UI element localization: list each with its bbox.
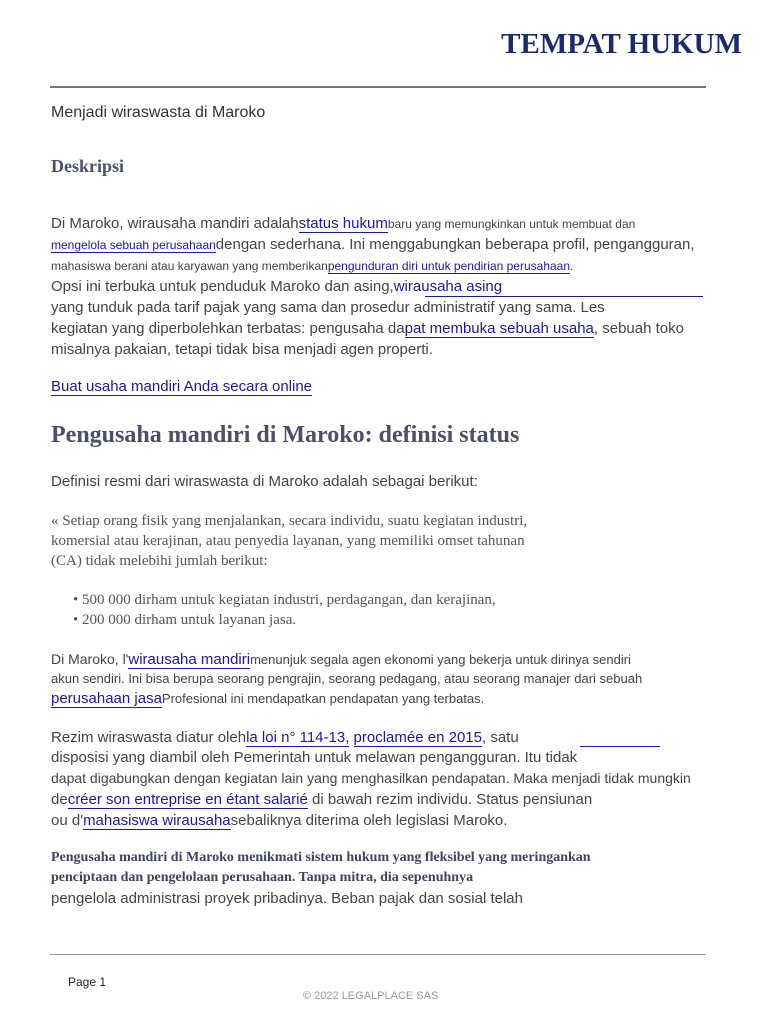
text: , sebuah toko xyxy=(593,320,684,337)
link-underline xyxy=(580,746,660,747)
quote-line3: (CA) tidak melebihi jumlah berikut: xyxy=(51,553,268,569)
link-la-loi[interactable]: la loi n° 114-13, xyxy=(246,729,350,746)
copyright: © 2022 LEGALPLACE SAS xyxy=(303,990,439,1002)
bold-line1: Pengusaha mandiri di Maroko menikmati sistem hukum yang fleksibel yang meringankan xyxy=(51,850,591,865)
text: Profesional ini mendapatkan pendapatan yang terbatas. xyxy=(161,691,485,706)
para1-line5: yang tunduk pada tarif pajak yang sama dan prosedur administratif yang sama. Les xyxy=(51,299,605,316)
bullet-dot-icon: • xyxy=(73,612,79,628)
bold-line2: penciptaan dan pengelolaan perusahaan. Tanpa mitra, dia sepenuhnya xyxy=(51,870,474,885)
bullet-item xyxy=(73,612,296,629)
bullet-text: 200 000 dirham untuk layanan jasa. xyxy=(82,612,297,628)
text: Rezim wiraswasta diatur oleh xyxy=(51,729,247,746)
link-pengunduran-diri[interactable]: pengunduran diri untuk pendirian perusahaan xyxy=(327,259,571,273)
para3-line5 xyxy=(51,812,507,829)
cta-link-text[interactable]: Buat usaha mandiri Anda secara online xyxy=(51,378,313,395)
brand-title: TEMPAT HUKUM xyxy=(501,28,742,60)
para1-line3 xyxy=(51,259,573,273)
text: Di Maroko, l' xyxy=(51,651,129,667)
text: Di Maroko, wirausaha mandiri adalah xyxy=(51,215,299,232)
section-heading-description: Deskripsi xyxy=(51,156,125,176)
para1-line6 xyxy=(51,320,684,337)
text: menunjuk segala agen ekonomi yang bekerja untuk dirinya sendiri xyxy=(250,652,631,667)
para2-line2: akun sendiri. Ini bisa berupa seorang pengrajin, seorang pedagang, atau seorang manajer dari sebuah xyxy=(51,671,643,686)
para3-line2: disposisi yang diambil oleh Pemerintah untuk melawan pengangguran. Itu tidak xyxy=(51,749,578,766)
para2-line3 xyxy=(51,690,484,707)
text: ou d' xyxy=(51,812,84,829)
para3-line4 xyxy=(51,791,592,808)
link-proclamee[interactable]: proclamée en 2015 xyxy=(353,729,482,746)
link-membuka-usaha[interactable]: pat membuka sebuah usaha xyxy=(404,320,594,337)
text: mahasiswa berani atau karyawan yang membe xyxy=(51,259,302,273)
page-number: Page 1 xyxy=(68,975,107,989)
text: di bawah rezim individu. Status pensiunan xyxy=(307,791,593,808)
para1-line7: misalnya pakaian, tetapi tidak bisa menjadi agen properti. xyxy=(51,341,433,358)
para2-line1 xyxy=(51,651,631,668)
cta-link[interactable] xyxy=(51,378,312,395)
text: kegiatan yang diperbolehkan terbatas: pengusaha da xyxy=(51,320,405,337)
link-status-hukum[interactable]: status hukum xyxy=(298,215,388,232)
link-underline xyxy=(425,296,703,297)
para3-line3: dapat digabungkan dengan kegiatan lain yang menghasilkan pendapatan. Maka menjadi tidak mungkin xyxy=(51,770,691,786)
header-rule xyxy=(50,86,706,88)
link-perusahaan-jasa[interactable]: perusahaan jasa xyxy=(51,690,162,707)
link-mahasiswa-wirausaha[interactable]: mahasiswa wirausaha xyxy=(83,812,231,829)
text: rikan xyxy=(301,259,328,273)
link-creer-entreprise[interactable]: créer son entreprise en étant salarié xyxy=(67,791,308,808)
bullet-item xyxy=(73,592,496,609)
para3-line1 xyxy=(51,729,519,746)
bullet-dot-icon: • xyxy=(73,592,79,608)
text: de xyxy=(51,791,68,808)
quote-line1: « Setiap orang fisik yang menjalankan, secara individu, suatu kegiatan industri, xyxy=(51,513,528,529)
text: , satu xyxy=(481,729,519,746)
bullet-text: 500 000 dirham untuk kegiatan industri, perdagangan, dan kerajinan, xyxy=(82,592,496,608)
para1-line2 xyxy=(51,236,695,253)
para1-line1 xyxy=(51,215,635,232)
para1-line4 xyxy=(51,278,502,295)
quote-line2: komersial atau kerajinan, atau penyedia layanan, yang memiliki omset tahunan xyxy=(51,533,525,549)
text: sebaliknya diterima oleh legislasi Maroko. xyxy=(230,812,508,829)
text: baru yang memungkinkan untuk membuat dan xyxy=(387,217,636,231)
definition-intro: Definisi resmi dari wiraswasta di Maroko adalah sebagai berikut: xyxy=(51,473,478,490)
text: . xyxy=(570,259,574,273)
text: dengan sederhana. Ini menggabungkan beberapa profil, pengangguran, xyxy=(215,236,695,253)
para4-line1: pengelola administrasi proyek pribadinya. Beban pajak dan sosial telah xyxy=(51,890,523,907)
link-wirausaha-asing[interactable]: wirausaha asing xyxy=(393,278,503,295)
page-title: Menjadi wiraswasta di Maroko xyxy=(51,104,266,121)
link-wirausaha-mandiri[interactable]: wirausaha mandiri xyxy=(128,651,251,668)
footer-rule xyxy=(50,954,706,955)
text: Opsi ini terbuka untuk penduduk Maroko dan asing, xyxy=(51,278,394,295)
section-heading-definition: Pengusaha mandiri di Maroko: definisi status xyxy=(51,422,520,448)
link-mengelola-perusahaan[interactable]: mengelola sebuah perusahaan xyxy=(51,238,216,252)
